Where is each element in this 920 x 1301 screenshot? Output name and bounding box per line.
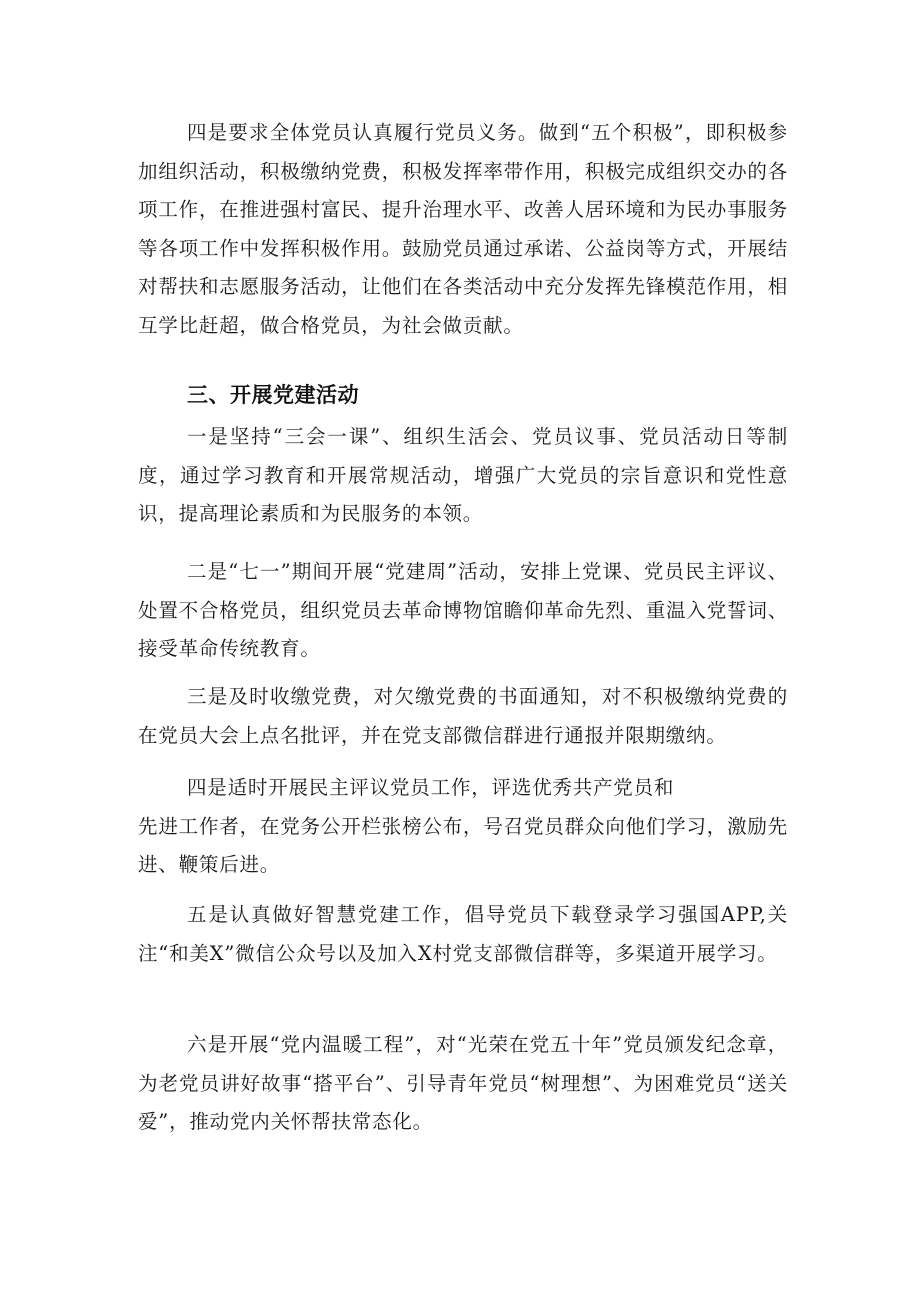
member-evaluation-first-line: 四是适时开展民主评议党员工作，评选优秀共产党员和 bbox=[187, 776, 675, 799]
warmth-project-paragraph: 六是开展“党内温暖工程”，对“光荣在党五十年”党员颁发纪念章，为老党员讲好故事“搭平台”、引导青年党员“树理想”、为困难党员“送关爱”，推动党内关怀帮扶常态化。 bbox=[138, 1033, 788, 1133]
member-evaluation-continuation: 先进工作者，在党务公开栏张榜公布，号召党员群众向他们学习，激励先进、鞭策后进。 bbox=[138, 814, 788, 876]
three-meetings-paragraph: 一是坚持“三会一课”、组织生活会、党员议事、党员活动日等制度，通过学习教育和开展常规活动，增强广大党员的宗旨意识和党性意识，提高理论素质和为民服务的本领。 bbox=[138, 425, 788, 525]
smart-party-building-paragraph: 五是认真做好智慧党建工作，倡导党员下载登录学习强国APP,关注“和美X”微信公众号以及加入X村党支部微信群等，多渠道开展学习。 bbox=[138, 903, 788, 965]
membership-fee-paragraph: 三是及时收缴党费，对欠缴党费的书面通知，对不积极缴纳党费的在党员大会上点名批评，并在党支部微信群进行通报并限期缴纳。 bbox=[138, 685, 788, 747]
member-evaluation-paragraph bbox=[138, 769, 788, 885]
party-duty-paragraph: 四是要求全体党员认真履行党员义务。做到“五个积极”，即积极参加组织活动，积极缴纳党费，积极发挥率带作用，积极完成组织交办的各项工作，在推进强村富民、提升治理水平、改善人居环境和为民办事服务等各项工作中发挥积极作用。鼓励党员通过承诺、公益岗等方式，开展结对帮扶和志愿服务活动，让他们在各类活动中充分发挥先锋模范作用，相互学比赶超，做合格党员，为社会做贡献。 bbox=[138, 121, 788, 337]
section-heading: 三、开展党建活动 bbox=[187, 383, 359, 407]
party-week-paragraph: 二是“七一”期间开展“党建周”活动，安排上党课、党员民主评议、处置不合格党员，组织党员去革命博物馆瞻仰革命先烈、重温入党誓词、接受革命传统教育。 bbox=[138, 560, 788, 660]
